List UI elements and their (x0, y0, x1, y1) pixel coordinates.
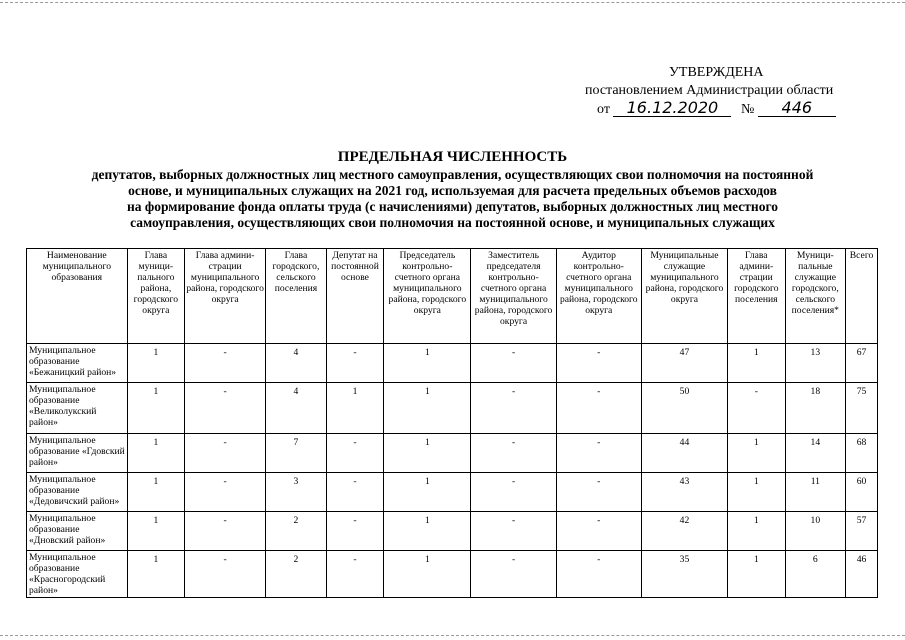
cell: - (471, 383, 556, 434)
col-header-audit-deputy-chair: Заместитель председателя контрольно-счетного органа муниципального района, городского округа (471, 249, 556, 344)
cell: - (471, 512, 556, 551)
cell-name: Муниципальное образование «Дедовичский район» (27, 473, 128, 512)
cell: 1 (728, 512, 785, 551)
scan-edge-top (0, 2, 905, 4)
cell: 1 (127, 383, 184, 434)
cell-total: 57 (846, 512, 878, 551)
cell: 14 (785, 434, 846, 473)
cell: 4 (266, 344, 327, 383)
cell: 2 (266, 512, 327, 551)
cell-total: 68 (846, 434, 878, 473)
cell: - (471, 344, 556, 383)
cell: 1 (127, 344, 184, 383)
approval-stamp (585, 64, 885, 119)
col-header-town-admin-head: Глава админи-страции городского поселения (728, 249, 785, 344)
col-header-settlement-servants: Муници-пальные служащие городского, сельского поселения* (785, 249, 846, 344)
staff-limit-table (26, 248, 878, 598)
cell-total: 60 (846, 473, 878, 512)
cell: - (471, 434, 556, 473)
cell: - (556, 383, 641, 434)
cell: 1 (127, 473, 184, 512)
cell: 4 (266, 383, 327, 434)
cell: 11 (785, 473, 846, 512)
cell: - (556, 344, 641, 383)
cell: - (185, 434, 266, 473)
cell: 1 (127, 551, 184, 598)
cell-total: 67 (846, 344, 878, 383)
cell: 2 (266, 551, 327, 598)
cell: 1 (384, 383, 471, 434)
cell: 50 (641, 383, 727, 434)
cell: 13 (785, 344, 846, 383)
document-heading (0, 149, 905, 231)
cell: - (185, 512, 266, 551)
table-row (27, 383, 878, 434)
cell: 1 (326, 383, 383, 434)
approval-decree-line: постановлением Администрации области (585, 83, 834, 98)
cell: 6 (785, 551, 846, 598)
cell: 1 (384, 473, 471, 512)
cell-name: Муниципальное образование «Бежаницкий район» (27, 344, 128, 383)
cell: 1 (728, 473, 785, 512)
from-label: от (597, 102, 610, 117)
cell: 3 (266, 473, 327, 512)
cell: 44 (641, 434, 727, 473)
cell: 47 (641, 344, 727, 383)
cell: 18 (785, 383, 846, 434)
approval-title: УТВЕРЖДЕНА (669, 65, 764, 80)
cell: - (556, 434, 641, 473)
col-header-name: Наименование муниципального образования (27, 249, 128, 344)
cell: - (326, 512, 383, 551)
cell: - (185, 551, 266, 598)
cell: - (185, 344, 266, 383)
cell: - (185, 383, 266, 434)
cell-name: Муниципальное образование «Дновский район» (27, 512, 128, 551)
cell: 7 (266, 434, 327, 473)
cell-name: Муниципальное образование «Гдовский район» (27, 434, 128, 473)
cell: - (556, 473, 641, 512)
document-title: ПРЕДЕЛЬНАЯ ЧИСЛЕННОСТЬ (337, 149, 568, 165)
col-header-admin-head: Глава админи-страции муниципального района, городского округа (185, 249, 266, 344)
cell: - (326, 551, 383, 598)
table-row (27, 434, 878, 473)
col-header-total: Всего (846, 249, 878, 344)
heading-line-4: самоуправления, осуществляющих свои полномочия на постоянной основе, и муниципальных служащих (130, 215, 775, 230)
table-row (27, 551, 878, 598)
cell: - (728, 383, 785, 434)
table-header-row (27, 249, 878, 344)
handwritten-date: 16.12.2020 (613, 100, 731, 117)
cell: 43 (641, 473, 727, 512)
cell: 1 (728, 551, 785, 598)
col-header-settlement-head: Глава городского, сельского поселения (266, 249, 327, 344)
cell: - (471, 551, 556, 598)
heading-line-1: депутатов, выборных должностных лиц местного самоуправления, осуществляющих свои полномочия на постоянной (91, 167, 814, 182)
cell: - (326, 344, 383, 383)
cell: 1 (384, 344, 471, 383)
cell: 1 (384, 551, 471, 598)
number-label: № (740, 102, 755, 117)
cell: 1 (384, 434, 471, 473)
cell-total: 46 (846, 551, 878, 598)
cell-name: Муниципальное образование «Красногородский район» (27, 551, 128, 598)
scan-edge-bottom (0, 635, 905, 637)
cell-total: 75 (846, 383, 878, 434)
cell: - (326, 434, 383, 473)
cell: 1 (728, 434, 785, 473)
table-row (27, 473, 878, 512)
table-row (27, 344, 878, 383)
cell: 1 (127, 434, 184, 473)
cell: 35 (641, 551, 727, 598)
col-header-deputy: Депутат на постоянной основе (326, 249, 383, 344)
col-header-auditor: Аудитор контрольно-счетного органа муниципального района, городского округа (556, 249, 641, 344)
cell: 42 (641, 512, 727, 551)
cell: - (185, 473, 266, 512)
handwritten-number: 446 (758, 100, 836, 117)
col-header-audit-chair: Председатель контрольно-счетного органа муниципального района, городского округа (384, 249, 471, 344)
cell: 1 (127, 512, 184, 551)
cell: 10 (785, 512, 846, 551)
col-header-district-head: Глава муници-пального района, городского округа (127, 249, 184, 344)
cell: 1 (728, 344, 785, 383)
cell: - (556, 512, 641, 551)
approval-date-number-line (585, 100, 885, 119)
cell: 1 (384, 512, 471, 551)
heading-line-2: основе, и муниципальных служащих на 2021 год, используемая для расчета предельных объемов расходов (128, 183, 777, 198)
table-row (27, 512, 878, 551)
heading-line-3: на формирование фонда оплаты труда (с начислениями) депутатов, выборных должностных лиц местного (127, 199, 778, 214)
cell: - (326, 473, 383, 512)
col-header-district-servants: Муниципальные служащие муниципального района, городского округа (641, 249, 727, 344)
cell: - (556, 551, 641, 598)
cell-name: Муниципальное образование «Великолукский район» (27, 383, 128, 434)
cell: - (471, 473, 556, 512)
